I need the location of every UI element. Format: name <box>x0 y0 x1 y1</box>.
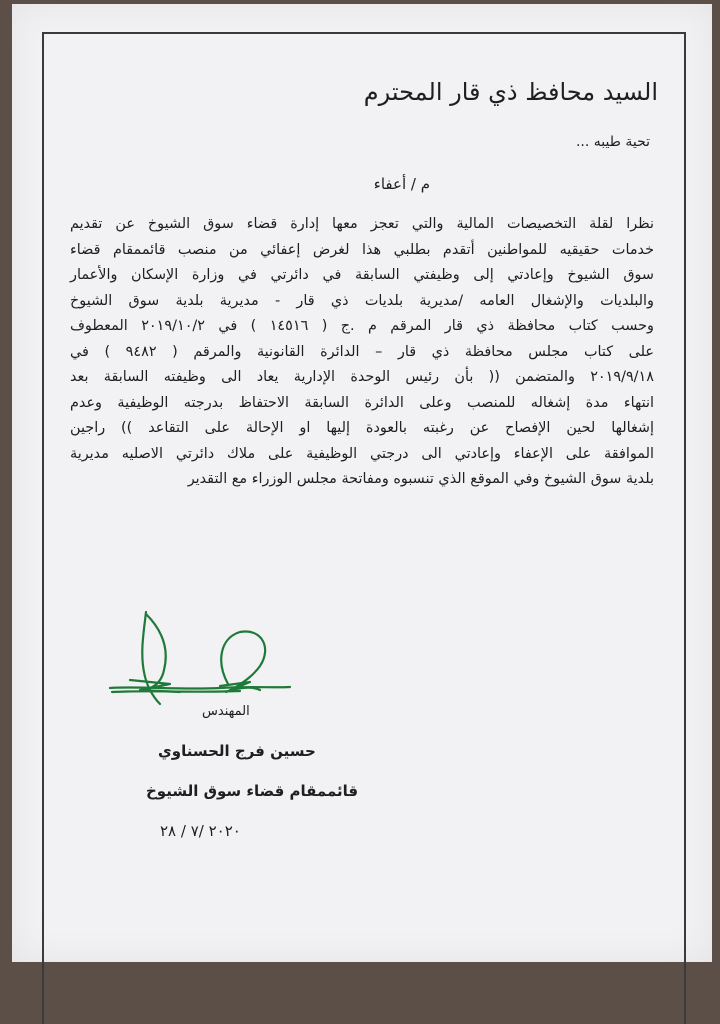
salutation-heading: السيد محافظ ذي قار المحترم <box>363 78 658 106</box>
body-line: خدمات حقيقيه للمواطنين أتقدم بطلبي هذا لغرض إعفائي من منصب قائممقام قضاء <box>70 241 654 258</box>
signatory-name: حسين فرج الحسناوي <box>158 742 316 760</box>
letter-body <box>70 212 654 493</box>
body-line: والبلديات والإشغال العامه /مديرية بلديات ذي قار - مديرية بلدية سوق الشيوخ <box>70 292 654 309</box>
subject-line: م / أعفاء <box>373 175 430 193</box>
greeting-text: تحية طيبه ... <box>575 134 650 150</box>
body-line: على كتاب مجلس محافظة ذي قار – الدائرة القانونية والمرقم ( ٩٤٨٢ ) في <box>70 343 654 360</box>
body-line: إشغالها لحين الإفصاح عن رغبته بالعودة إليها او الإحالة على التقاعد )) راجين <box>70 420 654 436</box>
body-line: الموافقة على الإعفاء وإعادتي الى درجتي الوظيفية على ملاك دائرتي الاصليه مديرية <box>70 445 654 462</box>
page-border <box>42 32 686 1024</box>
body-line: انتهاء مدة إشغاله للمنصب وعلى الدائرة السابقة الاحتفاظ بدرجته الوظيفية وعدم <box>70 394 654 411</box>
body-line: وحسب كتاب محافظة ذي قار المرقم م .ج ( ١٤٥١٦ ) في ٢٠١٩/١٠/٢ المعطوف <box>70 318 654 334</box>
body-line: نظرا لقلة التخصيصات المالية والتي تعجز معها إدارة قضاء سوق الشيوخ عن تقديم <box>70 216 654 232</box>
body-line: سوق الشيوخ وإعادتي إلى وظيفتي السابقة في دائرتي في وزارة الإسكان والأعمار <box>70 267 654 283</box>
letter-date: ٢٠٢٠ /٧ / ٢٨ <box>160 822 241 840</box>
signatory-title: المهندس <box>202 704 250 719</box>
handwritten-signature <box>100 600 300 710</box>
signatory-position: قائممقام قضاء سوق الشيوخ <box>146 782 359 800</box>
body-line: ٢٠١٩/٩/١٨ والمتضمن (( بأن رئيس الوحدة الإدارية يعاد الى وظيفته السابقة بعد <box>70 369 654 385</box>
body-line: بلدية سوق الشيوخ وفي الموقع الذي تنسبوه ومفاتحة مجلس الوزراء مع التقدير <box>187 471 654 487</box>
